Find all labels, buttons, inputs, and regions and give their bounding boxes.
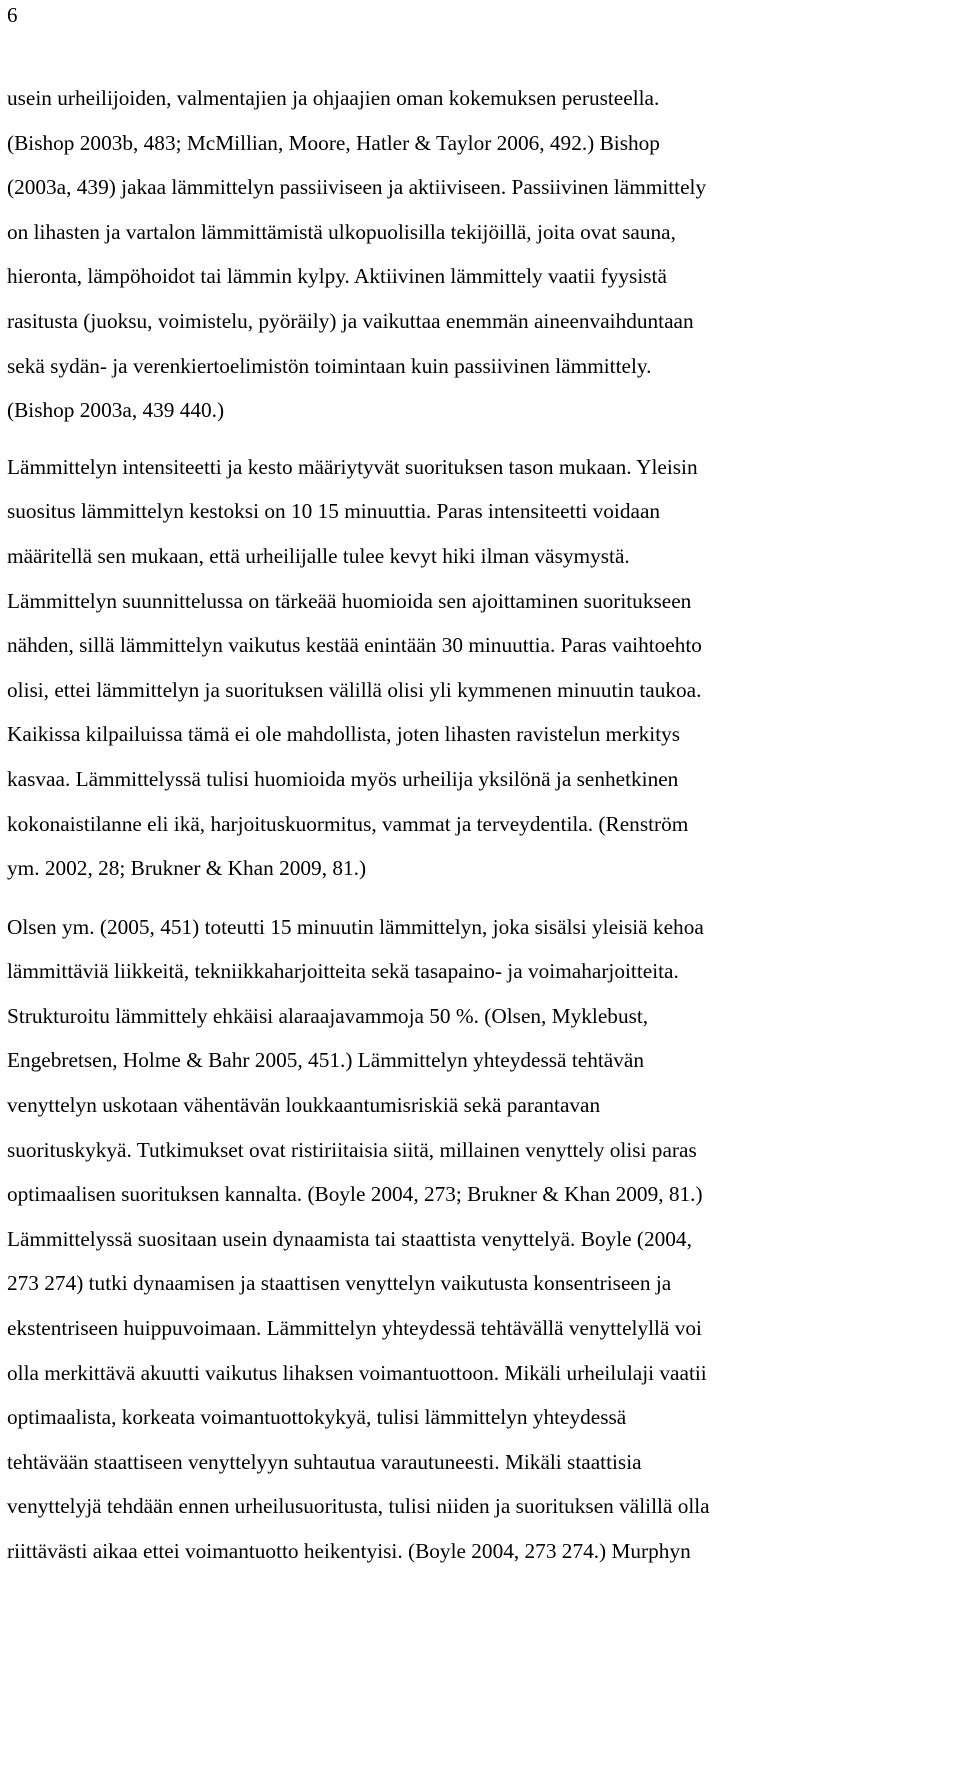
text-line: Lämmittelyssä suositaan usein dynaamista tai staattista venyttelyä. Boyle (2004, bbox=[7, 1226, 692, 1251]
paragraph-3 bbox=[7, 905, 955, 1574]
text-line: optimaalisen suorituksen kannalta. (Boyle 2004, 273; Brukner & Khan 2009, 81.) bbox=[7, 1182, 703, 1207]
text-line: olisi, ettei lämmittelyn ja suorituksen välillä olisi yli kymmenen minuutin taukoa. bbox=[7, 677, 702, 702]
text-line: Lämmittelyn suunnittelussa on tärkeää huomioida sen ajoittaminen suoritukseen bbox=[7, 588, 692, 613]
text-line: hieronta, lämpöhoidot tai lämmin kylpy. Aktiivinen lämmittely vaatii fyysistä bbox=[7, 264, 667, 289]
paragraph-1 bbox=[7, 76, 955, 433]
text-line: kasvaa. Lämmittelyssä tulisi huomioida myös urheilija yksilönä ja senhetkinen bbox=[7, 766, 679, 791]
text-line: kokonaistilanne eli ikä, harjoituskuormitus, vammat ja terveydentila. (Renström bbox=[7, 811, 689, 836]
text-line: venyttelyn uskotaan vähentävän loukkaantumisriskiä sekä parantavan bbox=[7, 1093, 601, 1118]
paragraph-spacer bbox=[7, 433, 955, 445]
text-line: optimaalista, korkeata voimantuottokykyä, tulisi lämmittelyn yhteydessä bbox=[7, 1405, 627, 1430]
text-line: Kaikissa kilpailuissa tämä ei ole mahdollista, joten lihasten ravistelun merkitys bbox=[7, 722, 681, 747]
text-line: 273 274) tutki dynaamisen ja staattisen venyttelyn vaikutusta konsentriseen ja bbox=[7, 1271, 672, 1296]
text-line: (2003a, 439) jakaa lämmittelyn passiiviseen ja aktiiviseen. Passiivinen lämmittely bbox=[7, 175, 707, 200]
text-line: Engebretsen, Holme & Bahr 2005, 451.) Lämmittelyn yhteydessä tehtävän bbox=[7, 1048, 644, 1073]
paragraph-spacer bbox=[7, 891, 955, 905]
text-line: (Bishop 2003b, 483; McMillian, Moore, Hatler & Taylor 2006, 492.) Bishop bbox=[7, 130, 660, 155]
text-line: riittävästi aikaa ettei voimantuotto heikentyisi. (Boyle 2004, 273 274.) Murphyn bbox=[7, 1539, 691, 1563]
text-line: Lämmittelyn intensiteetti ja kesto määriytyvät suorituksen tason mukaan. Yleisin bbox=[7, 454, 698, 479]
text-line: nähden, sillä lämmittelyn vaikutus kestää enintään 30 minuuttia. Paras vaihtoehto bbox=[7, 633, 702, 658]
text-line: lämmittäviä liikkeitä, tekniikkaharjoitteita sekä tasapaino- ja voimaharjoitteita. bbox=[7, 959, 679, 984]
text-line: rasitusta (juoksu, voimistelu, pyöräily) ja vaikuttaa enemmän aineenvaihduntaan bbox=[7, 308, 694, 333]
body-text bbox=[7, 76, 955, 1574]
text-line: ekstentriseen huippuvoimaan. Lämmittelyn yhteydessä tehtävällä venyttelyllä voi bbox=[7, 1316, 702, 1341]
text-line: usein urheilijoiden, valmentajien ja ohjaajien oman kokemuksen perusteella. bbox=[7, 86, 660, 110]
text-line: Olsen ym. (2005, 451) toteutti 15 minuutin lämmittelyn, joka sisälsi yleisiä kehoa bbox=[7, 914, 704, 939]
text-line: ym. 2002, 28; Brukner & Khan 2009, 81.) bbox=[7, 856, 367, 881]
text-line: suositus lämmittelyn kestoksi on 10 15 minuuttia. Paras intensiteetti voidaan bbox=[7, 499, 661, 524]
text-line: määritellä sen mukaan, että urheilijalle tulee kevyt hiki ilman väsymystä. bbox=[7, 543, 630, 568]
text-line: tehtävään staattiseen venyttelyyn suhtautua varautuneesti. Mikäli staattisia bbox=[7, 1449, 642, 1474]
text-line: venyttelyjä tehdään ennen urheilusuoritusta, tulisi niiden ja suorituksen välillä olla bbox=[7, 1494, 710, 1519]
text-line: sekä sydän- ja verenkiertoelimistön toimintaan kuin passiivinen lämmittely. bbox=[7, 353, 652, 378]
paragraph-2 bbox=[7, 445, 955, 891]
text-line: olla merkittävä akuutti vaikutus lihaksen voimantuottoon. Mikäli urheilulaji vaatii bbox=[7, 1360, 707, 1385]
text-line: suorituskykyä. Tutkimukset ovat ristiriitaisia siitä, millainen venyttely olisi paras bbox=[7, 1137, 697, 1162]
text-line: on lihasten ja vartalon lämmittämistä ulkopuolisilla tekijöillä, joita ovat sauna, bbox=[7, 219, 676, 244]
page-number: 6 bbox=[7, 3, 18, 27]
text-line: (Bishop 2003a, 439 440.) bbox=[7, 398, 225, 423]
text-line: Strukturoitu lämmittely ehkäisi alaraajavammoja 50 %. (Olsen, Myklebust, bbox=[7, 1003, 649, 1028]
